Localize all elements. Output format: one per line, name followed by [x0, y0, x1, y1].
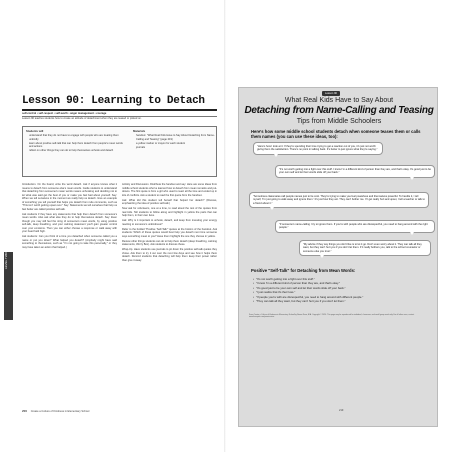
materials-heading: Materials: [133, 129, 146, 133]
left-footer-text: Create a Culture of Kindness in Elementary School: [30, 410, 90, 413]
handout: [238, 87, 438, 427]
right-page-number: 219: [339, 409, 344, 412]
body-paragraph: Introduction. On the board, write the word detach. Ask if anyone knows what it means to detach from someone else's mean words. Guide students to understand that detaching from someone's mean words means unhooking and deciding not to let what was said get the best of you or make you feel bad about yourself. Say: When we tell ourselves in the moment we really help us detach. Give an example of something you tell yourself that helps you detach from rude comments, such as "This isn't worth getting upset over." Say: Statements we tell ourselves that help us feel better are called positive self-talk.: [22, 183, 117, 211]
positive-self-talk-heading: Positive "Self-Talk" for Detaching from Mean Words:: [251, 268, 356, 273]
body-paragraph: Review other things students can do to help them detach (deep breathing, calming statements, Worry Box). Ask students to discuss these.: [122, 239, 217, 246]
lesson-intro: Lesson 90 teaches students how to create an attitude of detachment when they are teased or picked on.: [22, 117, 142, 120]
lesson-badge: Lesson 90: [322, 91, 340, 96]
handout-title-line2: Detaching from Name-Calling and Teasing: [244, 105, 434, 116]
right-page: [226, 0, 452, 452]
body-column-right: [122, 183, 217, 264]
lesson-heading: Lesson 90: Learning to Detach: [22, 95, 205, 107]
self-talk-item: • "It's good just to be your own self and let their words slide off your back.": [253, 286, 433, 290]
handout-subheading: Here's how some middle school students detach when someone teases them or calls them names (you can use these ideas, too):: [251, 129, 421, 139]
material-item: a yellow marker or crayon for each student: [136, 141, 186, 145]
copyright-fine-print: From Create a Culture of Kindness in Elementary School by Naomi Drew, M.A. Copyright © 2020. This page may be reproduced for individual, classroom, and small group work only. For all other uses, contact www.freespirit.com/permissions.: [249, 314, 415, 319]
side-tab: [4, 252, 13, 320]
material-item: handout: "What Real Kids Have to Say About Detaching from Name-Calling and Teasing" (page 219): [136, 134, 215, 141]
quote-bubble: "Here's how I look at it: If they're spending their time trying to get a reaction out of you, it's just not worth giving them the satisfaction. There's no point in talking back. It's better to just ignore what they're saying.": [253, 142, 383, 155]
objectives-column: [26, 130, 123, 153]
quote-bubble: "If someone's name-calling I try to ignore them. If you're with people who are disrespectful, you need to hang around with the right people.": [275, 220, 435, 233]
objective-item: reflect on other things they can do to help themselves unhook and detach: [29, 149, 114, 153]
materials-column: [133, 130, 215, 150]
lesson-title: [22, 95, 217, 111]
lesson-tagline: self-control • self-respect • self-worth • anger management • courage: [22, 112, 217, 117]
self-talk-item: • "I just realize that it's their loss.": [253, 290, 433, 294]
body-paragraph: Activity and Discussion. Distribute the handout and say: Here are some ideas from middle school students who've learned how to detach from mean remarks and put-downs. The first quote is from a girl who used to react all the time and ended up in lots of conflicts. Ask a student to read the first quote from the handout.: [122, 183, 217, 197]
body-paragraph: Ask students if they have any statements that help them detach from someone's mean words. Also ask what else they do to help themselves detach. Say: Even though you may still feel the sting of someone's mean words, by using positive self-talk, deep breathing, and your calming statement you'll gain greater control over your emotions. Then you can either choose a response or walk away with your head held high.: [22, 212, 117, 233]
quote-bubble: "My advice if they say things you don't like is to let it go. Don't even worry about it. They can talk all they want, but they can't hurt you if you don't let them. If it really bothers you, talk to the school counselor or someone else you trust.": [299, 240, 431, 256]
body-paragraph: Wrap-Up. Have students use journals to jot down the positive self-talk quotes they chose. Ask them to try it out over the next few days and see how it helps them detach. Remind students that detaching will help them keep their power rather than give it away.: [122, 248, 217, 262]
side-tab-label: LEVEL TWO: [4, 252, 8, 270]
left-footer: [22, 409, 89, 413]
body-paragraph: Refer to the bolded "Positive 'Self-Talk'" quotes at the bottom of the handout. Ask students: Which of these quotes would best help you detach next time someone says something mean to you? Have them highlight the one they choose in yellow.: [122, 227, 217, 238]
quote-bubble: "It's not worth getting into a fight over this stuff. I know I'm a different kind of person than they are, and that's okay. It's good just to be your own self and let their words slide off your back.": [275, 165, 435, 178]
body-paragraph: Ask: What did this student tell herself that helped her detach? (Discuss, emphasizing the idea of positive self-talk.): [122, 198, 217, 205]
handout-title-line3: Tips from Middle Schoolers: [296, 118, 382, 125]
left-page-number: 200: [22, 409, 28, 413]
self-talk-item: • "It's not worth getting into a fight over this stuff.": [253, 277, 433, 281]
self-talk-item: • "I know I'm a different kind of person than they are, and that's okay.": [253, 281, 433, 285]
body-paragraph: Now ask for volunteers, one at a time, to read aloud the rest of the quotes from real kids. Tell students to follow along and highlight in yellow the parts that can help them, in their own lives.: [122, 207, 217, 217]
body-paragraph: Ask students: Can you think of a time you detached when someone called you a name or put you down? What helped you detach? (Anybody might have said something to themselves, such as "I'm not going to take this personally," or they may have taken an action that helped.): [22, 235, 117, 249]
objective-item: understand that they do not have to engage with people who are treating them unkindly: [29, 134, 119, 141]
objective-item: learn about positive self-talk that can help them detach from people's mean words and actions: [29, 141, 123, 148]
objectives-heading: Students will: [26, 129, 44, 133]
quote-bubble: "Sometimes classmates call people names just to be cool. They're trying to make you feel powerless and themselves powerful. To handle it, I tell myself, 'I'm just going to walk away and ignore them.' It's just how they act. They can't bother me. If I get really hurt and upset, I tell a teacher or talk to a friend about it.": [249, 192, 429, 208]
self-talk-item: • "If people you're with are disrespectful, you need to hang around with different people.": [253, 295, 433, 299]
positive-self-talk-list: [253, 277, 433, 303]
material-item: journals: [136, 145, 146, 149]
body-paragraph: Ask: Why is it important to unhook, detach, and keep from investing your energy reacting to someone's unkindness?: [122, 219, 217, 226]
handout-title-line1: What Real Kids Have to Say About: [284, 97, 394, 104]
body-column-left: [22, 183, 117, 251]
objectives-box: [22, 126, 217, 177]
self-talk-item: • "They can talk all they want, but they can't hurt you if you don't let them.": [253, 299, 433, 303]
